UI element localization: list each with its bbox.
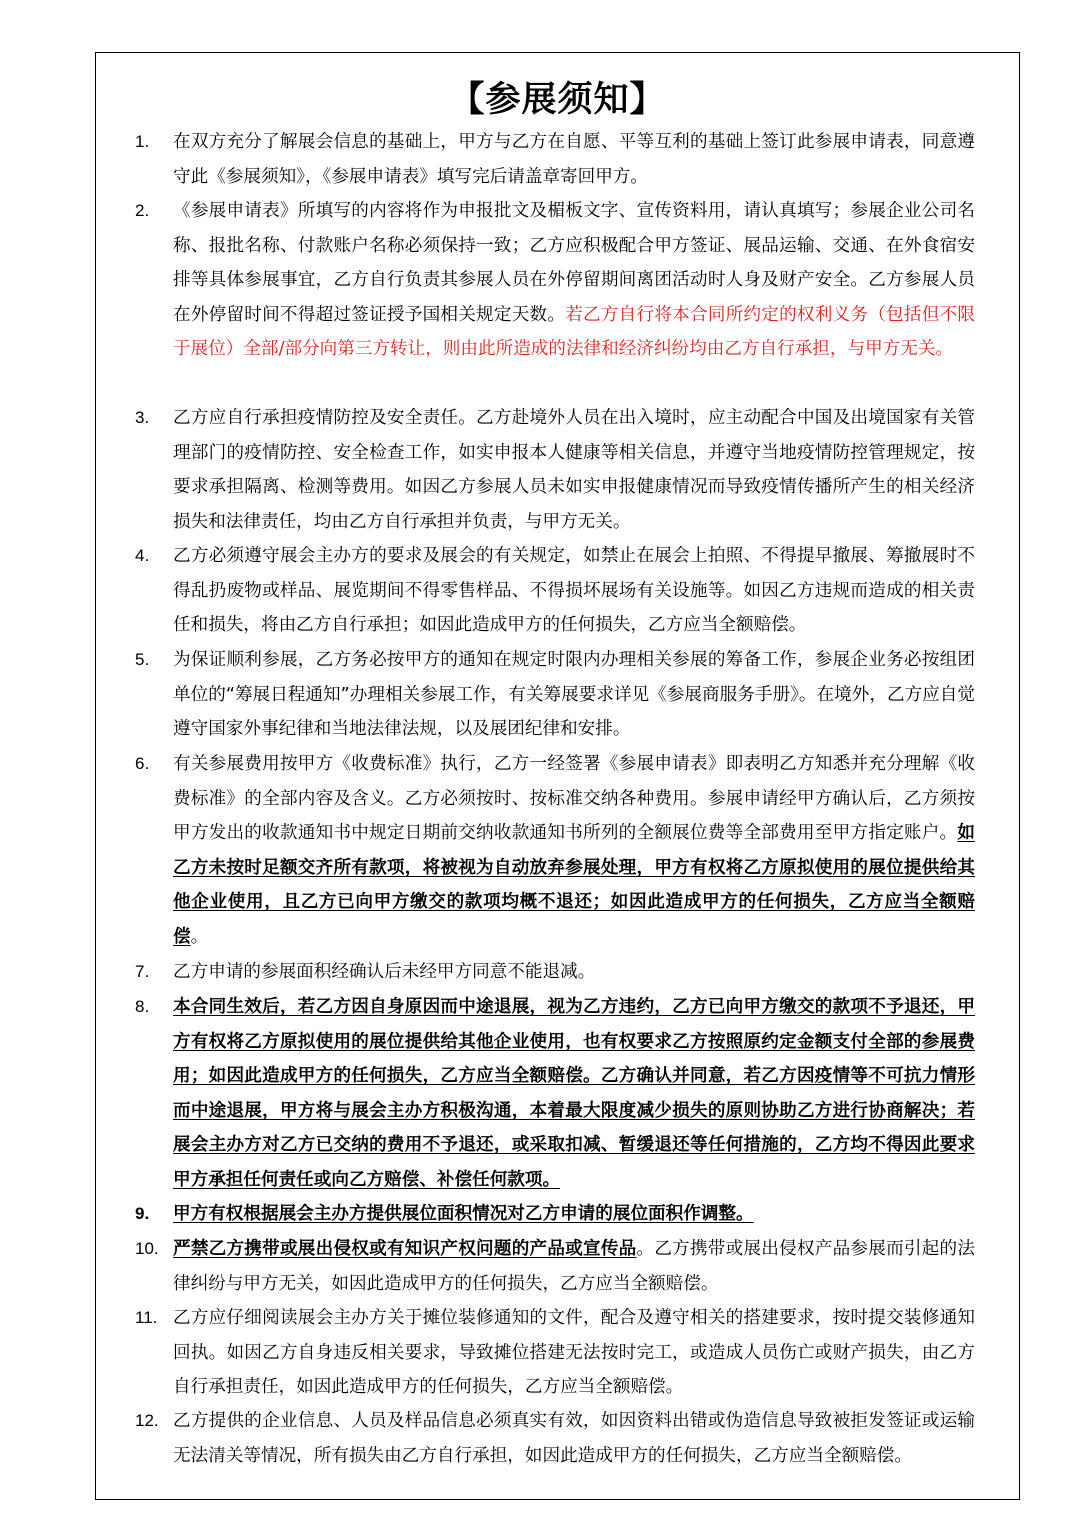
item-text: 乙方必须遵守展会主办方的要求及展会的有关规定，如禁止在展会上拍照、不得提早撤展、筹撤展时不得乱扔废物或样品、展览期间不得零售样品、不得损坏展场有关设施等。如因乙方违规而造成的相关责任和损失，将由乙方自行承担；如因此造成甲方的任何损失，乙方应当全额赔偿。 bbox=[173, 546, 975, 635]
item-number: 7. bbox=[135, 962, 150, 981]
item-number: 10. bbox=[135, 1239, 159, 1258]
item-text bbox=[173, 990, 975, 1197]
item-number: 1. bbox=[135, 132, 150, 151]
item-text: 乙方申请的参展面积经确认后未经甲方同意不能退减。 bbox=[173, 962, 596, 982]
item-text: 有关参展费用按甲方《收费标准》执行，乙方一经签署《参展申请表》即表明乙方知悉并充分理解《收费标准》的全部内容及含义。乙方必须按时、按标准交纳各种费用。参展申请经甲方确认后，乙方须按甲方发出的收款通知书中规定日期前交纳收款通知书所列的全额展位费等全部费用至甲方指定账户。如乙方未按时足额交齐所有款项，将被视为自动放弃参展处理，甲方有权将乙方原拟使用的展位提供给其他企业使用，且乙方已向甲方缴交的款项均概不退还；如因此造成甲方的任何损失，乙方应当全额赔偿。 bbox=[173, 754, 975, 947]
item-number: 11. bbox=[135, 1308, 158, 1327]
item-number: 2. bbox=[135, 201, 150, 220]
item-text: 乙方应自行承担疫情防控及安全责任。乙方赴境外人员在出入境时，应主动配合中国及出境国家有关管理部门的疫情防控、安全检查工作，如实申报本人健康等相关信息，并遵守当地疫情防控管理规定，按要求承担隔离、检测等费用。如因乙方参展人员未如实申报健康情况而导致疫情传播所产生的相关经济损失和法律责任，均由乙方自行承担并负责，与甲方无关。 bbox=[173, 408, 975, 532]
item-number: 12. bbox=[135, 1411, 159, 1430]
item-text: 《参展申请表》所填写的内容将作为申报批文及楣板文字、宣传资料用，请认真填写；参展企业公司名称、报批名称、付款账户名称必须保持一致；乙方应积极配合甲方签证、展品运输、交通、在外食宿安排等具体参展事宜，乙方自行负责其参展人员在外停留期间离团活动时人身及财产安全。乙方参展人员在外停留时间不得超过签证授予国相关规定天数。若乙方自行将本合同所约定的权利义务（包括但不限于展位）全部/部分向第三方转让，则由此所造成的法律和经济纠纷均由乙方自行承担，与甲方无关。 bbox=[173, 201, 975, 359]
item-text bbox=[173, 1197, 975, 1232]
item-number: 4. bbox=[135, 546, 150, 565]
item-number: 9. bbox=[135, 1204, 150, 1223]
bold-underlined-clause: 如乙方未按时足额交齐所有款项，将被视为自动放弃参展处理，甲方有权将乙方原拟使用的展位提供给其他企业使用，且乙方已向甲方缴交的款项均概不退还；如因此造成甲方的任何损失，乙方应当全额赔偿 bbox=[173, 823, 975, 947]
bold-underlined-clause: 本合同生效后，若乙方因自身原因而中途退展，视为乙方违约，乙方已向甲方缴交的款项不予退还，甲方有权将乙方原拟使用的展位提供给其他企业使用，也有权要求乙方按照原约定金额支付全部的参展费用；如因此造成甲方的任何损失，乙方应当全额赔偿。乙方确认并同意，若乙方因疫情等不可抗力情形而中途退展，甲方将与展会主办方积极沟通，本着最大限度减少损失的原则协助乙方进行协商解决；若展会主办方对乙方已交纳的费用不予退还，或采取扣减、暂缓退还等任何措施的，乙方均不得因此要求甲方承担任何责任或向乙方赔偿、补偿任何款项。 bbox=[173, 997, 975, 1190]
item-text: 乙方应仔细阅读展会主办方关于摊位装修通知的文件，配合及遵守相关的搭建要求，按时提交装修通知回执。如因乙方自身违反相关要求，导致摊位搭建无法按时完工，或造成人员伤亡或财产损失，由乙方自行承担责任，如因此造成甲方的任何损失，乙方应当全额赔偿。 bbox=[173, 1308, 975, 1397]
item-number: 6. bbox=[135, 754, 150, 773]
page-title: 【参展须知】 bbox=[449, 80, 666, 120]
item-text: 在双方充分了解展会信息的基础上，甲方与乙方在自愿、平等互利的基础上签订此参展申请表，同意遵守此《参展须知》，《参展申请表》填写完后请盖章寄回甲方。 bbox=[173, 132, 975, 187]
item-text: 乙方提供的企业信息、人员及样品信息必须真实有效，如因资料出错或伪造信息导致被拒发签证或运输无法清关等情况，所有损失由乙方自行承担，如因此造成甲方的任何损失，乙方应当全额赔偿。 bbox=[173, 1411, 975, 1466]
item-number: 3. bbox=[135, 408, 150, 427]
bold-underlined-clause: 严禁乙方携带或展出侵权或有知识产权问题的产品或宣传品 bbox=[173, 1239, 637, 1259]
item-text: 为保证顺利参展，乙方务必按甲方的通知在规定时限内办理相关参展的筹备工作，参展企业务必按组团单位的“筹展日程通知”办理相关参展工作，有关筹展要求详见《参展商服务手册》。在境外，乙方应自觉遵守国家外事纪律和当地法律法规，以及展团纪律和安排。 bbox=[173, 650, 975, 739]
red-warning-text: 若乙方自行将本合同所约定的权利义务（包括但不限于展位）全部/部分向第三方转让，则由此所造成的法律和经济纠纷均由乙方自行承担，与甲方无关。 bbox=[173, 304, 975, 359]
item-text: 严禁乙方携带或展出侵权或有知识产权问题的产品或宣传品。乙方携带或展出侵权产品参展而引起的法律纠纷与甲方无关，如因此造成甲方的任何损失，乙方应当全额赔偿。 bbox=[173, 1239, 975, 1294]
item-number: 8. bbox=[135, 997, 150, 1016]
item-number: 5. bbox=[135, 650, 150, 669]
bold-underlined-clause: 甲方有权根据展会主办方提供展位面积情况对乙方申请的展位面积作调整。 bbox=[173, 1204, 754, 1224]
